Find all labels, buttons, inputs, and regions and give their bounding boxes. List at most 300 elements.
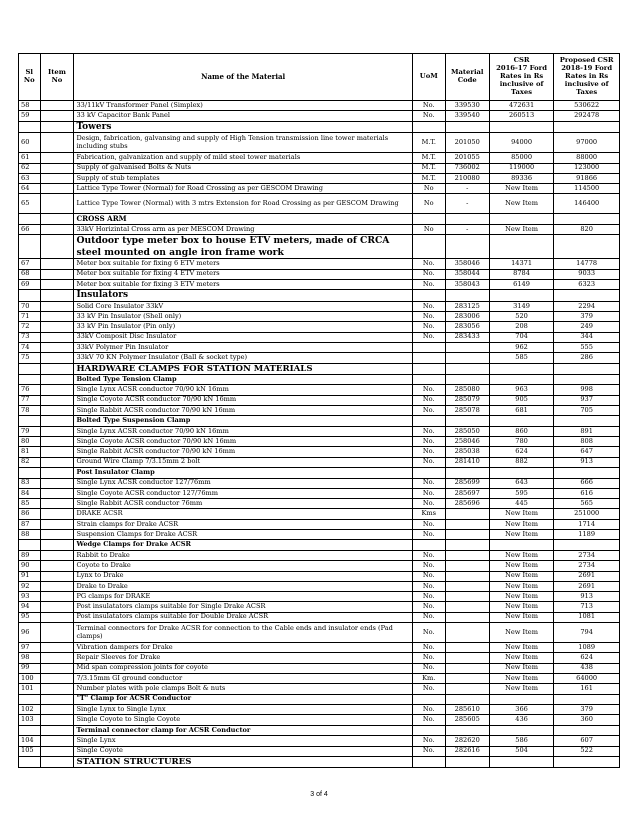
material-name-cell: Rabbit to Drake [74,550,412,560]
material-name-cell: Repair Sleeves for Drake [74,653,412,663]
item-no-cell [40,457,74,467]
page-number: 3 of 4 [310,791,328,798]
table-row [19,322,620,332]
table-row [19,353,620,363]
uom-cell: No. [412,488,445,498]
header-item: Item No [40,54,74,101]
sl-no-cell: 67 [19,259,41,269]
csr-rate-cell [489,725,554,736]
proposed-rate-cell [554,416,620,427]
item-no-cell [40,499,74,509]
csr-rate-cell: 472631 [489,101,554,111]
uom-cell: No. [412,550,445,560]
uom-cell: No. [412,322,445,332]
material-code-cell [445,290,489,302]
material-code-cell [445,694,489,705]
item-no-cell [40,673,74,683]
item-no-cell [40,374,74,385]
material-name-cell: Meter box suitable for fixing 4 ETV meters [74,269,412,279]
material-code-cell: 210080 [445,173,489,183]
csr-rate-cell: New Item [489,194,554,214]
proposed-rate-cell: 937 [554,395,620,405]
item-no-cell [40,519,74,529]
uom-cell: M.T. [412,163,445,173]
csr-rate-cell: 624 [489,447,554,457]
material-code-cell [445,214,489,225]
csr-rate-cell: 504 [489,746,554,756]
sl-no-cell: 61 [19,153,41,163]
uom-cell [412,235,445,259]
material-code-cell [445,509,489,519]
csr-rate-cell: 445 [489,499,554,509]
sl-no-cell: 102 [19,705,41,715]
csr-rate-cell [489,235,554,259]
csr-rate-cell [489,540,554,551]
material-code-cell [445,663,489,673]
proposed-rate-cell: 2734 [554,561,620,571]
proposed-rate-cell: 666 [554,478,620,488]
uom-cell: No. [412,653,445,663]
sl-no-cell: 81 [19,447,41,457]
uom-cell: No. [412,519,445,529]
table-row [19,153,620,163]
material-name-cell: Lattice Type Tower (Normal) with 3 mtrs Extension for Road Crossing as per GESCOM Drawing [74,194,412,214]
material-code-cell [445,467,489,478]
material-code-cell: 282620 [445,736,489,746]
section-header-row [19,756,620,767]
sl-no-cell: 82 [19,457,41,467]
material-name-cell: Meter box suitable for fixing 6 ETV meters [74,259,412,269]
item-no-cell [40,363,74,374]
material-code-cell: 201055 [445,153,489,163]
material-name-cell: Single Lynx ACSR conductor 127/76mm [74,478,412,488]
sl-no-cell: 101 [19,684,41,694]
table-row [19,509,620,519]
material-code-cell [445,684,489,694]
section-title: Insulators [74,290,412,302]
item-no-cell [40,592,74,602]
material-code-cell: 285080 [445,385,489,395]
material-name-cell: Single Coyote ACSR conductor 70/90 kN 16mm [74,395,412,405]
csr-rate-cell: New Item [489,550,554,560]
csr-rate-cell [489,694,554,705]
table-row [19,478,620,488]
sl-no-cell: 66 [19,224,41,234]
header-sl: Sl No [19,54,41,101]
material-code-cell [445,530,489,540]
sl-no-cell [19,540,41,551]
proposed-rate-cell: 14778 [554,259,620,269]
sl-no-cell: 63 [19,173,41,183]
item-no-cell [40,540,74,551]
proposed-rate-cell: 146400 [554,194,620,214]
table-row [19,312,620,322]
material-code-cell: 285078 [445,405,489,415]
table-row [19,395,620,405]
proposed-rate-cell: 624 [554,653,620,663]
item-no-cell [40,530,74,540]
uom-cell: No. [412,301,445,311]
csr-rate-cell: 585 [489,353,554,363]
csr-rate-cell: New Item [489,509,554,519]
material-code-cell [445,374,489,385]
item-no-cell [40,224,74,234]
csr-rate-cell [489,467,554,478]
sl-no-cell: 89 [19,550,41,560]
item-no-cell [40,684,74,694]
proposed-rate-cell: 555 [554,342,620,352]
item-no-cell [40,509,74,519]
sl-no-cell: 76 [19,385,41,395]
uom-cell: M.T. [412,133,445,153]
item-no-cell [40,602,74,612]
item-no-cell [40,705,74,715]
material-name-cell: Number plates with pole clamps Bolt & nuts [74,684,412,694]
proposed-rate-cell: 820 [554,224,620,234]
uom-cell [412,467,445,478]
material-name-cell: Single Coyote ACSR conductor 127/76mm [74,488,412,498]
csr-rate-cell: 681 [489,405,554,415]
uom-cell [412,121,445,133]
section-header-row [19,235,620,259]
sl-no-cell: 99 [19,663,41,673]
csr-rate-cell: 905 [489,395,554,405]
item-no-cell [40,581,74,591]
table-row [19,101,620,111]
section-title: "T" Clamp for ACSR Conductor [74,694,412,705]
material-name-cell: Suspension Clamps for Drake ACSR [74,530,412,540]
section-header-row [19,694,620,705]
table-row [19,581,620,591]
item-no-cell [40,746,74,756]
uom-cell: No. [412,405,445,415]
proposed-rate-cell: 2294 [554,301,620,311]
proposed-rate-cell: 913 [554,592,620,602]
item-no-cell [40,322,74,332]
material-code-cell: 285605 [445,715,489,725]
section-title: CROSS ARM [74,214,412,225]
proposed-rate-cell: 161 [554,684,620,694]
uom-cell: No. [412,705,445,715]
uom-cell [412,694,445,705]
csr-rate-cell [489,121,554,133]
material-name-cell: Single Lynx ACSR conductor 70/90 kN 16mm [74,426,412,436]
sl-no-cell: 103 [19,715,41,725]
csr-rate-cell: 595 [489,488,554,498]
sl-no-cell: 92 [19,581,41,591]
proposed-rate-cell: 794 [554,623,620,643]
csr-rate-cell: New Item [489,581,554,591]
table-row [19,673,620,683]
sl-no-cell: 79 [19,426,41,436]
item-no-cell [40,111,74,121]
item-no-cell [40,426,74,436]
material-code-cell: 283433 [445,332,489,342]
uom-cell: No [412,224,445,234]
uom-cell: No. [412,663,445,673]
uom-cell: No. [412,602,445,612]
table-row [19,111,620,121]
material-name-cell: Strain clamps for Drake ACSR [74,519,412,529]
sl-no-cell: 60 [19,133,41,153]
material-code-cell: 282616 [445,746,489,756]
section-title: Bolted Type Suspension Clamp [74,416,412,427]
table-row [19,519,620,529]
material-code-cell: 285699 [445,478,489,488]
item-no-cell [40,467,74,478]
item-no-cell [40,133,74,153]
proposed-rate-cell: 114500 [554,184,620,194]
sl-no-cell: 98 [19,653,41,663]
proposed-rate-cell: 2734 [554,550,620,560]
material-name-cell: DRAKE ACSR [74,509,412,519]
header-uom: UoM [412,54,445,101]
header-material: Name of the Material [74,54,412,101]
uom-cell: No. [412,684,445,694]
item-no-cell [40,488,74,498]
table-row [19,663,620,673]
material-name-cell: Post insulatators clamps suitable for Single Drake ACSR [74,602,412,612]
table-row [19,715,620,725]
table-row [19,612,620,622]
uom-cell: No. [412,279,445,289]
header-code: Material Code [445,54,489,101]
item-no-cell [40,405,74,415]
proposed-rate-cell [554,214,620,225]
table-row [19,269,620,279]
proposed-rate-cell: 808 [554,437,620,447]
material-code-cell: 283056 [445,322,489,332]
csr-rate-cell: New Item [489,612,554,622]
proposed-rate-cell: 1089 [554,643,620,653]
material-code-cell: 285610 [445,705,489,715]
item-no-cell [40,571,74,581]
sl-no-cell: 105 [19,746,41,756]
proposed-rate-cell [554,756,620,767]
table-row [19,279,620,289]
uom-cell: No. [412,426,445,436]
sl-no-cell: 64 [19,184,41,194]
section-title: Towers [74,121,412,133]
table-row [19,705,620,715]
proposed-rate-cell: 88000 [554,153,620,163]
proposed-rate-cell: 530622 [554,101,620,111]
section-title: Bolted Type Tension Clamp [74,374,412,385]
proposed-rate-cell: 705 [554,405,620,415]
proposed-rate-cell: 713 [554,602,620,612]
sl-no-cell: 84 [19,488,41,498]
proposed-rate-cell [554,540,620,551]
uom-cell: No [412,194,445,214]
proposed-rate-cell: 64000 [554,673,620,683]
sl-no-cell: 97 [19,643,41,653]
material-name-cell: Single Coyote ACSR conductor 70/90 kN 16mm [74,437,412,447]
material-code-cell: - [445,184,489,194]
item-no-cell [40,269,74,279]
proposed-rate-cell [554,694,620,705]
uom-cell [412,342,445,352]
table-row [19,499,620,509]
item-no-cell [40,550,74,560]
csr-rate-cell: 14371 [489,259,554,269]
csr-rate-cell: New Item [489,592,554,602]
proposed-rate-cell: 2691 [554,571,620,581]
item-no-cell [40,279,74,289]
sl-no-cell: 88 [19,530,41,540]
table-row [19,550,620,560]
section-header-row [19,467,620,478]
csr-rate-cell [489,290,554,302]
csr-rate-cell: 586 [489,736,554,746]
section-title: Terminal connector clamp for ACSR Conductor [74,725,412,736]
proposed-rate-cell [554,121,620,133]
material-name-cell: 33kV Polymer Pin Insulator [74,342,412,352]
table-row [19,488,620,498]
proposed-rate-cell: 360 [554,715,620,725]
sl-no-cell: 86 [19,509,41,519]
item-no-cell [40,312,74,322]
sl-no-cell: 77 [19,395,41,405]
csr-rate-cell: 520 [489,312,554,322]
csr-rate-cell: New Item [489,663,554,673]
material-code-cell [445,550,489,560]
table-row [19,561,620,571]
table-row [19,405,620,415]
proposed-rate-cell: 1714 [554,519,620,529]
uom-cell: No. [412,447,445,457]
uom-cell [412,214,445,225]
proposed-rate-cell: 522 [554,746,620,756]
section-header-row [19,214,620,225]
item-no-cell [40,385,74,395]
table-row [19,530,620,540]
csr-rate-cell [489,416,554,427]
uom-cell: No. [412,395,445,405]
proposed-rate-cell: 292478 [554,111,620,121]
sl-no-cell: 69 [19,279,41,289]
uom-cell [412,353,445,363]
material-name-cell: Post insulatators clamps suitable for Double Drake ACSR [74,612,412,622]
material-code-cell: 339540 [445,111,489,121]
sl-no-cell: 78 [19,405,41,415]
table-row [19,437,620,447]
sl-no-cell [19,694,41,705]
csr-rate-cell: New Item [489,602,554,612]
proposed-rate-cell: 286 [554,353,620,363]
csr-rate-cell: 963 [489,385,554,395]
item-no-cell [40,437,74,447]
material-code-cell [445,235,489,259]
csr-rate-cell [489,363,554,374]
proposed-rate-cell: 123000 [554,163,620,173]
csr-rate-cell: 119000 [489,163,554,173]
section-title: Wedge Clamps for Drake ACSR [74,540,412,551]
uom-cell: Km. [412,673,445,683]
table-row [19,184,620,194]
proposed-rate-cell: 913 [554,457,620,467]
item-no-cell [40,342,74,352]
uom-cell: M.T. [412,173,445,183]
material-code-cell: 285697 [445,488,489,498]
uom-cell: No. [412,457,445,467]
material-name-cell: Lattice Type Tower (Normal) for Road Crossing as per GESCOM Drawing [74,184,412,194]
material-code-cell: 258046 [445,437,489,447]
uom-cell [412,290,445,302]
material-name-cell: Drake to Drake [74,581,412,591]
material-name-cell: 33/11kV Transformer Panel (Simplex) [74,101,412,111]
material-code-cell: 285038 [445,447,489,457]
csr-rate-cell: 643 [489,478,554,488]
table-body [19,101,620,768]
uom-cell: No. [412,581,445,591]
material-code-cell [445,571,489,581]
csr-rate-cell: New Item [489,571,554,581]
table-row [19,342,620,352]
material-name-cell: Single Rabbit ACSR conductor 70/90 kN 16mm [74,405,412,415]
header-row [19,54,620,101]
material-code-cell [445,612,489,622]
csr-rate-cell: 704 [489,332,554,342]
item-no-cell [40,163,74,173]
sl-no-cell: 68 [19,269,41,279]
sl-no-cell: 94 [19,602,41,612]
material-code-cell [445,592,489,602]
table-row [19,332,620,342]
table-row [19,643,620,653]
table-row [19,259,620,269]
sl-no-cell [19,214,41,225]
item-no-cell [40,756,74,767]
sl-no-cell: 59 [19,111,41,121]
csr-rate-cell: 89336 [489,173,554,183]
proposed-rate-cell: 251000 [554,509,620,519]
uom-cell: No. [412,623,445,643]
material-name-cell: 7/3.15mm GI ground conductor [74,673,412,683]
csr-rate-cell: 882 [489,457,554,467]
material-name-cell: Terminal connectors for Drake ACSR for connection to the Cable ends and insulator ends (Pad clamps) [74,623,412,643]
material-code-cell [445,416,489,427]
table-row [19,457,620,467]
proposed-rate-cell: 647 [554,447,620,457]
uom-cell: No. [412,499,445,509]
material-name-cell: 33kV Horizintal Cross arm as per MESCOM Drawing [74,224,412,234]
uom-cell: No. [412,746,445,756]
uom-cell: No [412,184,445,194]
item-no-cell [40,478,74,488]
item-no-cell [40,447,74,457]
item-no-cell [40,121,74,133]
uom-cell [412,416,445,427]
material-code-cell [445,673,489,683]
material-code-cell: 358046 [445,259,489,269]
material-name-cell: Design, fabrication, galvansing and supply of High Tension transmission line tower materials including stubs [74,133,412,153]
csr-rate-cell: 366 [489,705,554,715]
section-header-row [19,540,620,551]
proposed-rate-cell: 6323 [554,279,620,289]
table-row [19,736,620,746]
item-no-cell [40,561,74,571]
section-header-row [19,363,620,374]
csr-rate-cell: New Item [489,623,554,643]
proposed-rate-cell: 607 [554,736,620,746]
uom-cell: No. [412,715,445,725]
item-no-cell [40,235,74,259]
item-no-cell [40,184,74,194]
item-no-cell [40,353,74,363]
item-no-cell [40,736,74,746]
material-name-cell: Single Coyote [74,746,412,756]
uom-cell: No. [412,612,445,622]
